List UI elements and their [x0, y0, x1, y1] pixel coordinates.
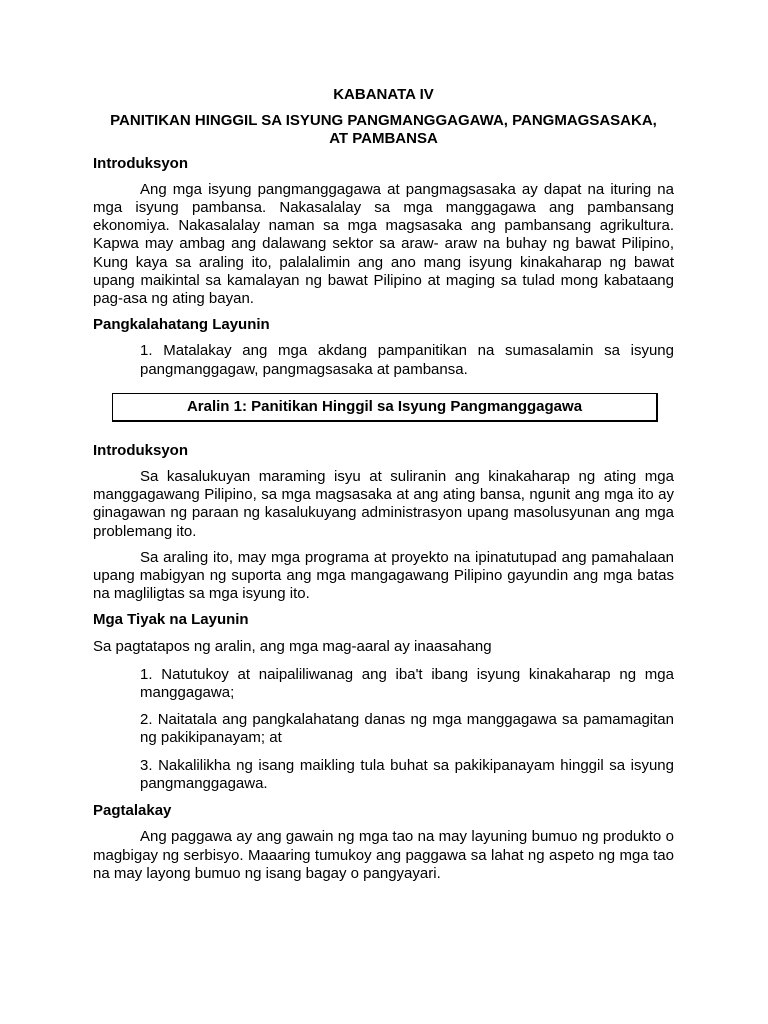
chapter-title: [93, 112, 674, 148]
general-objective-item-1: 1. Matalakay ang mga akdang pampanitikan na sumasalamin sa isyung pangmanggagaw, pangmagsasaka at pambansa.: [140, 342, 674, 378]
chapter-title-line-1: PANITIKAN HINGGIL SA ISYUNG PANGMANGGAGAWA, PANGMAGSASAKA,: [110, 112, 657, 130]
specific-objective-item-1: 1. Natutukoy at naipaliliwanag ang iba't ibang isyung kinakaharap ng mga manggagawa;: [140, 665, 674, 702]
section-heading-pagtalakay: Pagtalakay: [93, 802, 172, 820]
introduction-paragraph: Ang mga isyung pangmanggagawa at pangmagsasaka ay dapat na ituring na mga isyung pambansa. Nakasalalay sa mga manggagawa ang pambansang ekonomiya. Nakasalalay naman sa mga magsasaka ang pambansang agrikultura. Kapwa may ambag ang dalawang sektor sa araw- araw na buhay ng bawat Pilipino, Kung kaya sa araling ito, palalalimin ang ano mang isyung kinakaharap ng bawat upang maikintal sa kamalayan ng bawat Pilipino at maging sa tulad mong kabataang pag-asa ng ating bayan.: [93, 180, 674, 308]
lesson-title-box: Aralin 1: Panitikan Hinggil sa Isyung Pangmanggagawa: [112, 393, 658, 422]
section-heading-introduksyon: Introduksyon: [93, 154, 189, 172]
lesson-intro-paragraph-1: Sa kasalukuyan maraming isyu at suliranin ang kinakaharap ng ating mga manggagawang Pilipino, sa mga magsasaka at ang ating bansa, ngunit ang mga ito ay ginagawan ng paraan ng kasalukuyang administrasyon upang masolusyunan ang mga problemang ito.: [93, 468, 674, 540]
document-page: [93, 86, 674, 891]
chapter-heading: KABANATA IV: [333, 86, 434, 103]
specific-objective-item-3: 3. Nakalilikha ng isang maikling tula buhat sa pakikipanayam hinggil sa isyung pangmanggagawa.: [140, 756, 674, 792]
section-heading-tiyak-na-layunin: Mga Tiyak na Layunin: [93, 611, 249, 629]
chapter-title-line-2: AT PAMBANSA: [329, 130, 438, 148]
lesson-intro-paragraph-2: Sa araling ito, may mga programa at proyekto na ipinatutupad ang pamahalaan upang mabigyan ng suporta ang mga mangagawang Pilipino gayundin ang mga batas na magliligtas sa mga isyung ito.: [93, 548, 674, 603]
section-heading-pangkalahatang-layunin: Pangkalahatang Layunin: [93, 316, 270, 334]
objectives-intro: Sa pagtatapos ng aralin, ang mga mag-aaral ay inaasahang: [93, 637, 492, 655]
section-heading-introduksyon-2: Introduksyon: [93, 441, 189, 459]
discussion-paragraph: Ang paggawa ay ang gawain ng mga tao na may layuning bumuo ng produkto o magbigay ng serbisyo. Maaaring tumukoy ang paggawa sa lahat ng aspeto ng mga tao na may layong bumuo ng isang bagay o pangyayari.: [93, 828, 674, 882]
specific-objective-item-2: 2. Naitatala ang pangkalahatang danas ng mga manggagawa sa pamamagitan ng pakikipanayam; at: [140, 711, 674, 747]
